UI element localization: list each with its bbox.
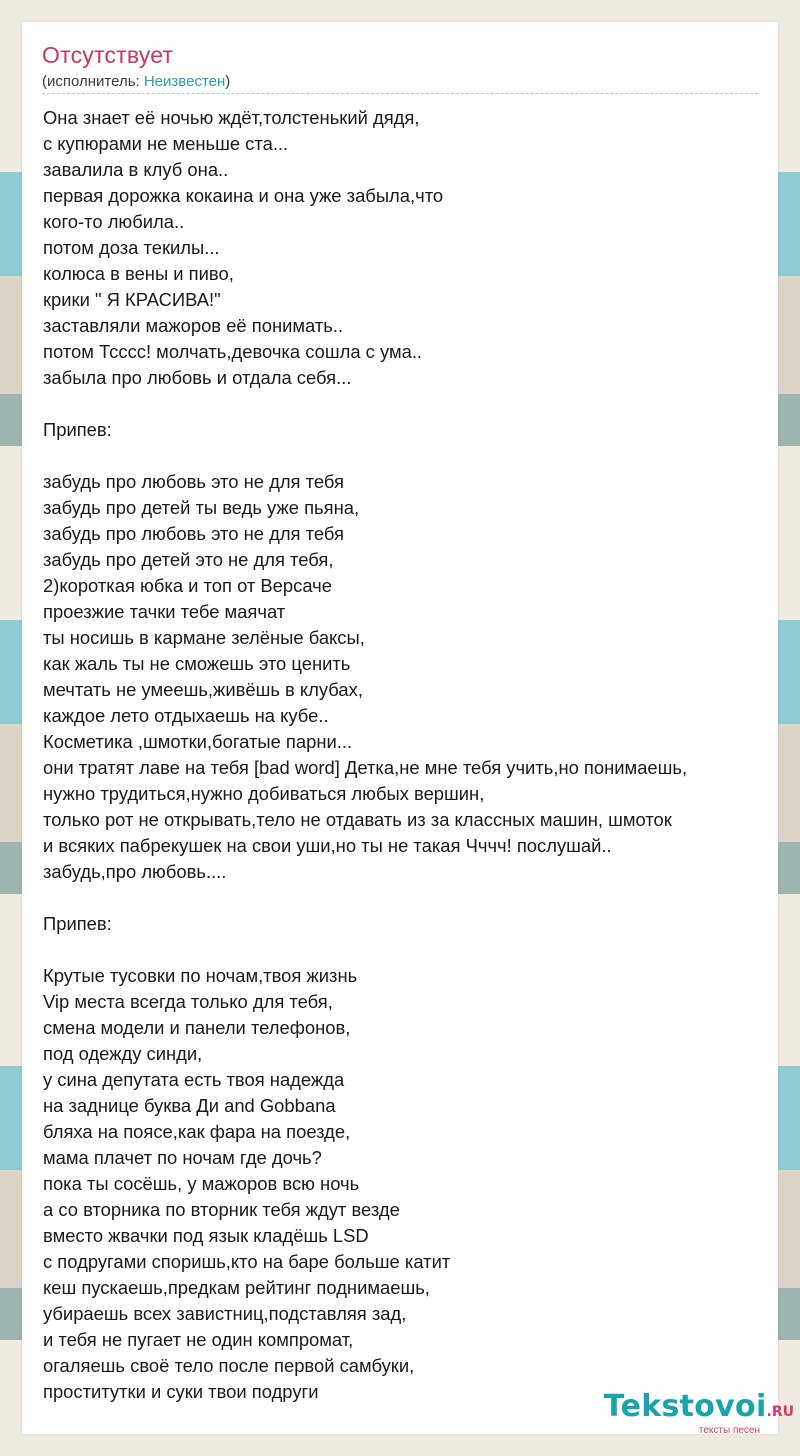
lyrics-text — [43, 105, 773, 1405]
lyric-line: у сина депутата есть твоя надежда — [43, 1069, 345, 1090]
lyric-line: убираешь всех завистниц,подставляя зад, — [43, 1303, 407, 1324]
lyric-line: Vip места всегда только для тебя, — [43, 991, 333, 1012]
lyric-line: Припев: — [43, 913, 112, 934]
lyric-line: и всяких пабрекушек на свои уши,но ты не такая Чччч! послушай.. — [43, 835, 612, 856]
lyric-line: как жаль ты не сможешь это ценить — [43, 653, 351, 674]
lyric-line: первая дорожка кокаина и она уже забыла,что — [43, 185, 444, 206]
artist-prefix: (исполнитель: — [42, 73, 144, 90]
lyrics-card — [22, 22, 778, 1434]
lyric-line: забудь про любовь это не для тебя — [43, 471, 344, 492]
lyric-line: потом доза текилы... — [43, 237, 220, 258]
lyric-line: смена модели и панели телефонов, — [43, 1017, 351, 1038]
lyric-blank-line — [43, 937, 773, 963]
lyric-line: кого-то любила.. — [43, 211, 185, 232]
artist-line — [42, 73, 230, 90]
lyric-line: ты носишь в кармане зелёные баксы, — [43, 627, 365, 648]
lyric-line: заставляли мажоров её понимать.. — [43, 315, 344, 336]
lyric-line: колюса в вены и пиво, — [43, 263, 234, 284]
lyric-line: кеш пускаешь,предкам рейтинг поднимаешь, — [43, 1277, 430, 1298]
lyric-line: Она знает её ночью ждёт,толстенький дядя, — [43, 107, 420, 128]
lyric-line: с купюрами не меньше ста... — [43, 133, 289, 154]
lyric-line: мечтать не умеешь,живёшь в клубах, — [43, 679, 363, 700]
logo-tld: .RU — [766, 1404, 794, 1420]
lyric-line: пока ты сосёшь, у мажоров всю ночь — [43, 1173, 360, 1194]
lyric-line: Припев: — [43, 419, 112, 440]
lyric-line: нужно трудиться,нужно добиваться любых вершин, — [43, 783, 485, 804]
lyric-line: под одежду синди, — [43, 1043, 203, 1064]
song-title: Отсутствует — [42, 42, 174, 68]
lyric-blank-line — [43, 443, 773, 469]
header-divider — [42, 93, 758, 94]
lyric-line: забудь про детей это не для тебя, — [43, 549, 334, 570]
logo-tagline: тексты песен — [698, 1425, 760, 1436]
lyric-blank-line — [43, 885, 773, 911]
site-logo[interactable] — [604, 1391, 794, 1436]
lyric-line: а со вторника по вторник тебя ждут везде — [43, 1199, 400, 1220]
lyric-line: на заднице буква Ди and Gobbana — [43, 1095, 336, 1116]
lyric-line: бляха на поясе,как фара на поезде, — [43, 1121, 351, 1142]
lyric-line: они тратят лаве на тебя [bad word] Детка,не мне тебя учить,но понимаешь, — [43, 757, 688, 778]
lyric-line: с подругами споришь,кто на баре больше катит — [43, 1251, 451, 1272]
lyric-line: проезжие тачки тебе маячат — [43, 601, 286, 622]
lyric-line: вместо жвачки под язык кладёшь LSD — [43, 1225, 369, 1246]
logo-wordmark — [604, 1391, 794, 1428]
lyric-line: забыла про любовь и отдала себя... — [43, 367, 352, 388]
lyric-line: проститутки и суки твои подруги — [43, 1381, 319, 1402]
lyric-line: Косметика ,шмотки,богатые парни... — [43, 731, 353, 752]
lyric-blank-line — [43, 391, 773, 417]
lyric-line: забудь,про любовь.... — [43, 861, 227, 882]
lyric-line: крики " Я КРАСИВА!" — [43, 289, 221, 310]
lyric-line: забудь про любовь это не для тебя — [43, 523, 344, 544]
lyric-line: каждое лето отдыхаешь на кубе.. — [43, 705, 329, 726]
artist-suffix: ) — [225, 73, 231, 90]
lyric-line: забудь про детей ты ведь уже пьяна, — [43, 497, 360, 518]
lyric-line: завалила в клуб она.. — [43, 159, 229, 180]
lyric-line: 2)короткая юбка и топ от Версаче — [43, 575, 332, 596]
lyric-line: мама плачет по ночам где дочь? — [43, 1147, 322, 1168]
lyric-line: огаляешь своё тело после первой самбуки, — [43, 1355, 415, 1376]
lyric-line: потом Тсссс! молчать,девочка сошла с ума.. — [43, 341, 423, 362]
artist-link[interactable]: Неизвестен — [143, 73, 226, 90]
lyric-line: и тебя не пугает не один компромат, — [43, 1329, 354, 1350]
lyric-line: только рот не открывать,тело не отдавать из за классных машин, шмоток — [43, 809, 672, 830]
logo-name: Tekstovoi — [603, 1389, 767, 1424]
lyric-line: Крутые тусовки по ночам,твоя жизнь — [43, 965, 358, 986]
